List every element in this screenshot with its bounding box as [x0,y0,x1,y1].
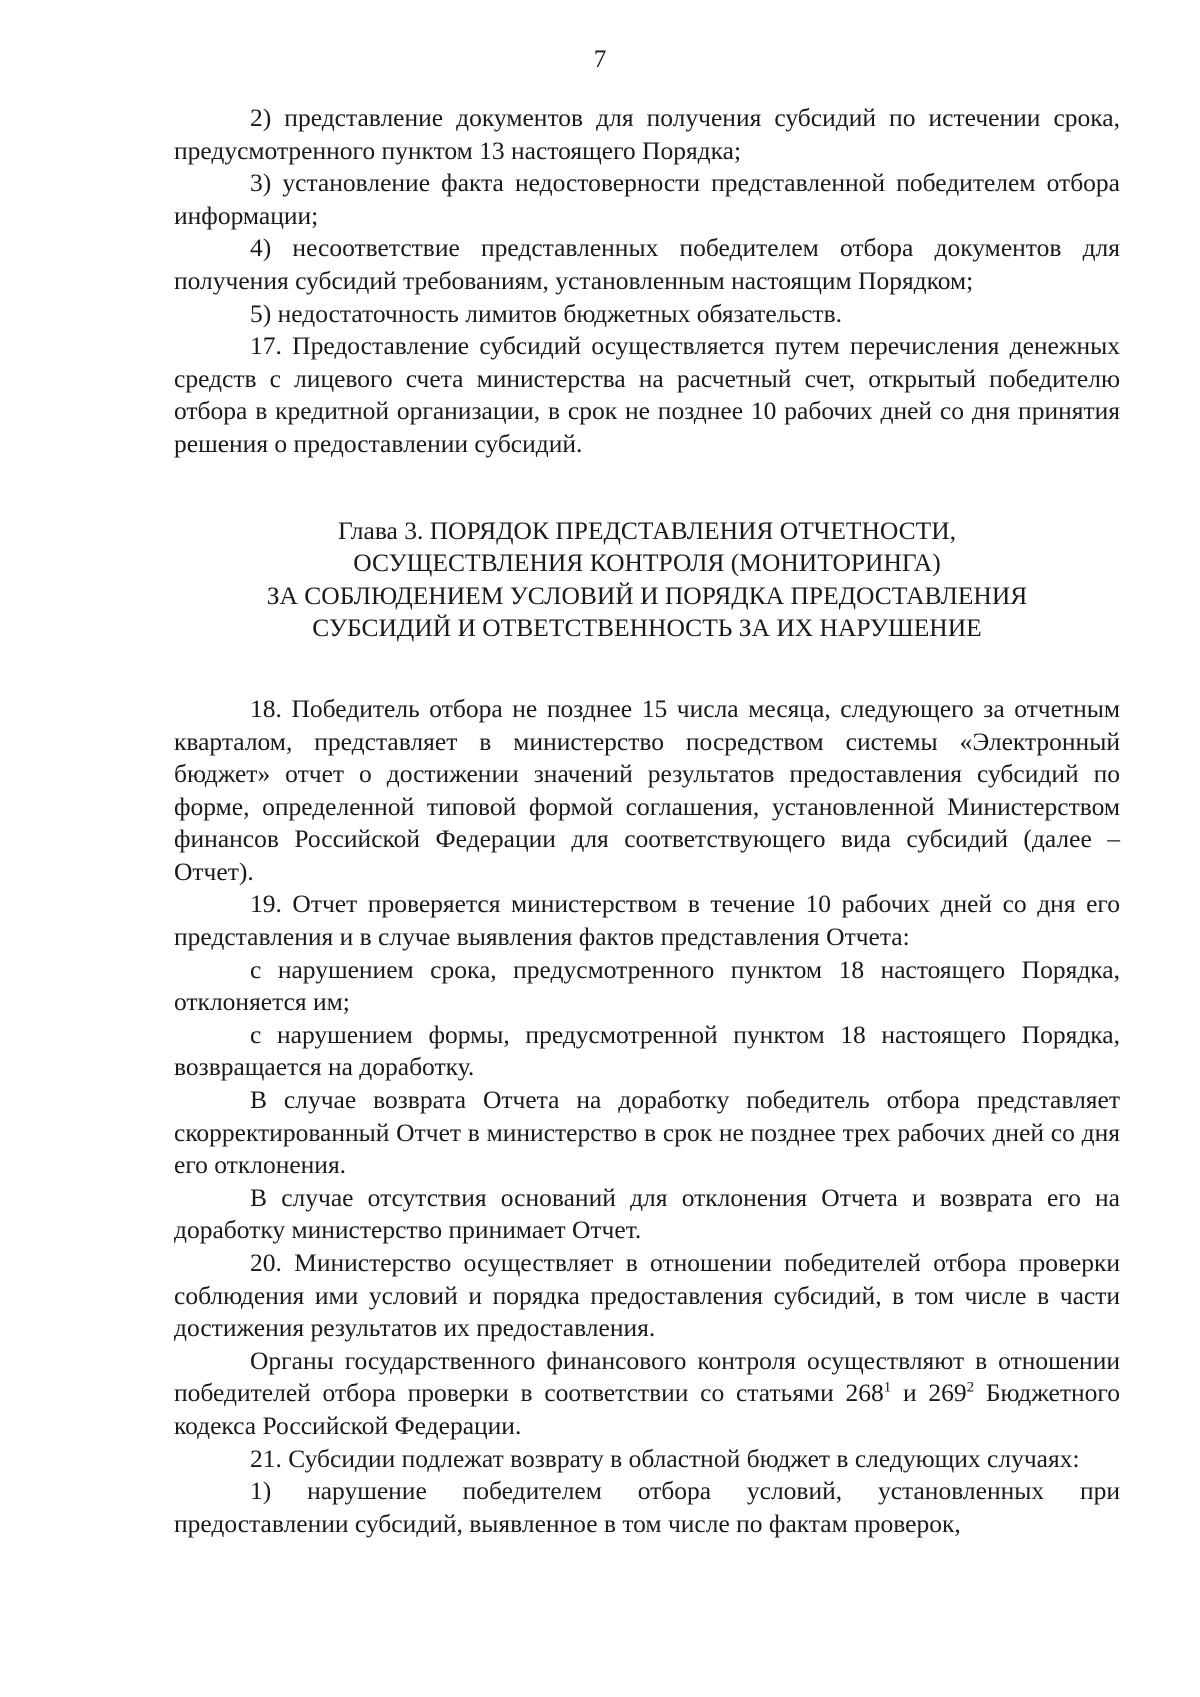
paragraph-item-5: 5) недостаточность лимитов бюджетных обязательств. [250,298,842,328]
superscript: 1 [883,1379,892,1396]
chapter-heading-line: Глава 3. ПОРЯДОК ПРЕДСТАВЛЕНИЯ ОТЧЕТНОСТИ, [337,515,957,545]
chapter-heading [174,515,1120,645]
paragraph-19-return: В случае возврата Отчета на доработку победитель отбора представляет скорректированный Отчет в министерство в срок не позднее трех рабочих дней со дня его отклонения. [174,1085,1120,1180]
paragraph-18: 18. Победитель отбора не позднее 15 числа месяца, следующего за отчетным кварталом, представляет в министерство посредством системы «Электронный бюджет» отчет о достижении значений результатов предоставления субсидий по форме, определенной типовой формой соглашения, установленной Министерством финансов Российской Федерации для соответствующего вида субсидий (далее – Отчет). [174,693,1120,886]
paragraph-19-accept: В случае отсутствия оснований для отклонения Отчета и возврата его на доработку министерство принимает Отчет. [174,1182,1120,1245]
paragraph-item-4: 4) несоответствие представленных победителем отбора документов для получения субсидий требованиям, установленным настоящим Порядком; [174,233,1120,295]
paragraph-item-3: 3) установление факта недостоверности представленной победителем отбора информации; [174,168,1120,230]
paragraph-text: и 269 [891,1378,967,1408]
page-number: 7 [593,46,607,73]
paragraph-item-2: 2) представление документов для получения субсидий по истечении срока, предусмотренного пунктом 13 настоящего Порядка; [174,103,1120,165]
chapter-heading-line: ОСУЩЕСТВЛЕНИЯ КОНТРОЛЯ (МОНИТОРИНГА) [353,548,941,578]
paragraph-financial-control [174,1345,1120,1443]
paragraph-21-item-1: 1) нарушение победителем отбора условий, установленных при предоставлении субсидий, выявленное в том числе по фактам проверок, [174,1476,1120,1538]
chapter-heading-line: ЗА СОБЛЮДЕНИЕМ УСЛОВИЙ И ПОРЯДКА ПРЕДОСТАВЛЕНИЯ [266,580,1028,610]
paragraph-21: 21. Субсидии подлежат возврату в областной бюджет в следующих случаях: [250,1443,1080,1473]
superscript: 2 [966,1379,975,1396]
paragraph-20: 20. Министерство осуществляет в отношении победителей отбора проверки соблюдения ими условий и порядка предоставления субсидий, в том числе в части достижения результатов их предоставления. [174,1248,1120,1343]
paragraph-19: 19. Отчет проверяется министерством в течение 10 рабочих дней со дня его представления и в случае выявления фактов представления Отчета: [174,889,1120,952]
paragraph-text: Бюджетного кодекса Российской Федерации. [174,1378,1120,1440]
paragraph-17: 17. Предоставление субсидий осуществляется путем перечисления денежных средств с лицевого счета министерства на расчетный счет, открытый победителю отбора в кредитной организации, в срок не позднее 10 рабочих дней со дня принятия решения о предоставлении субсидий. [174,331,1120,458]
paragraph-19-term-violation: с нарушением срока, предусмотренного пунктом 18 настоящего Порядка, отклоняется им; [174,954,1120,1017]
paragraph-19-form-violation: с нарушением формы, предусмотренной пунктом 18 настоящего Порядка, возвращается на доработку. [174,1019,1120,1082]
chapter-heading-line: СУБСИДИЙ И ОТВЕТСТВЕННОСТЬ ЗА ИХ НАРУШЕНИЕ [312,613,982,643]
paragraph-text: Органы государственного финансового контроля осуществляют в отношении победителей отбора проверки в соответствии со статьями 268 [174,1345,1120,1408]
document-body [174,102,1120,1540]
